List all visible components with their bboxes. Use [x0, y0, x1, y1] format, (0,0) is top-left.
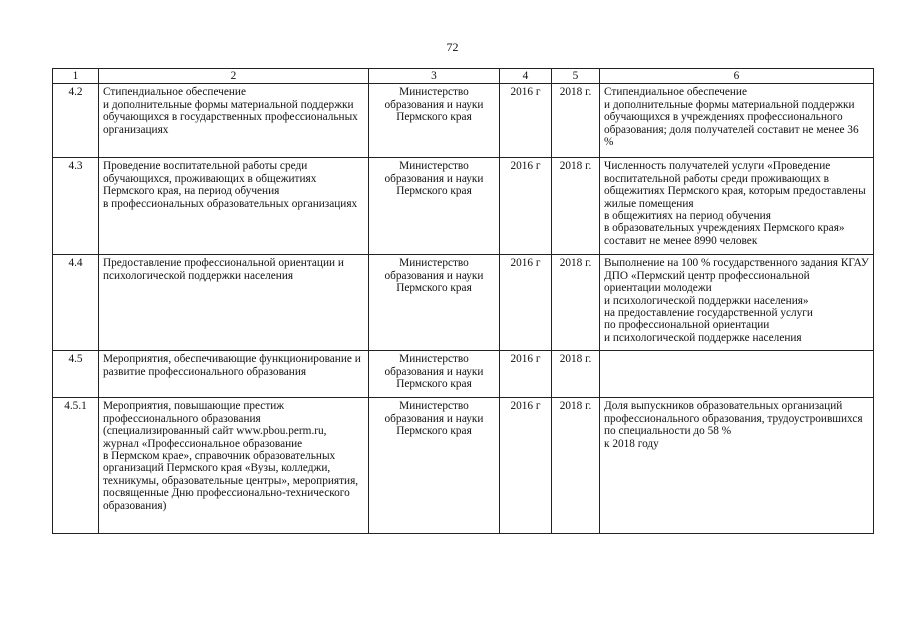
- header-col-3: 3: [369, 69, 500, 84]
- row-number: 4.5: [53, 351, 99, 398]
- table-row: [53, 84, 874, 158]
- row-number: 4.5.1: [53, 398, 99, 534]
- executor-cell: Министерство образования и науки Пермского края: [369, 158, 500, 255]
- result-cell: Доля выпускников образовательных организаций профессионального образования, трудоустроившихся по специальности до 58 % к 2018 году: [600, 398, 874, 534]
- table-row: [53, 158, 874, 255]
- result-cell: Стипендиальное обеспечение и дополнительные формы материальной поддержки обучающихся в учреждениях профессионального образования; доля получателей составит не менее 36 %: [600, 84, 874, 158]
- activity-cell: Предоставление профессиональной ориентации и психологической поддержки населения: [99, 255, 369, 351]
- activities-table: [52, 68, 874, 534]
- end-year-cell: 2018 г.: [552, 398, 600, 534]
- header-col-5: 5: [552, 69, 600, 84]
- header-col-2: 2: [99, 69, 369, 84]
- activity-cell: Проведение воспитательной работы среди обучающихся, проживающих в общежитиях Пермского края, на период обучения в профессиональных образовательных организациях: [99, 158, 369, 255]
- start-year-cell: 2016 г: [500, 398, 552, 534]
- activity-cell: Мероприятия, повышающие престиж профессионального образования (специализированный сайт www.pbou.perm.ru, журнал «Профессиональное образование в Пермском крае», справочник образовательных организаций Пермского края «Вузы, колледжи, техникумы, образовательные центры», мероприятия, посвященные Дню профессионально-технического образования): [99, 398, 369, 534]
- start-year-cell: 2016 г: [500, 351, 552, 398]
- executor-cell: Министерство образования и науки Пермского края: [369, 351, 500, 398]
- table-row: [53, 351, 874, 398]
- end-year-cell: 2018 г.: [552, 351, 600, 398]
- row-number: 4.4: [53, 255, 99, 351]
- executor-cell: Министерство образования и науки Пермского края: [369, 398, 500, 534]
- row-number: 4.3: [53, 158, 99, 255]
- start-year-cell: 2016 г: [500, 84, 552, 158]
- table-row: [53, 255, 874, 351]
- page-number: 72: [446, 40, 459, 54]
- header-col-1: 1: [53, 69, 99, 84]
- header-row: [53, 69, 874, 84]
- row-number: 4.2: [53, 84, 99, 158]
- start-year-cell: 2016 г: [500, 158, 552, 255]
- header-col-6: 6: [600, 69, 874, 84]
- result-cell: Численность получателей услуги «Проведение воспитательной работы среди проживающих в общежитиях Пермского края, которым предоставлены жилые помещения в общежитиях на период обучения в образовательных учреждениях Пермского края» составит не менее 8990 человек: [600, 158, 874, 255]
- table-row: [53, 398, 874, 534]
- result-cell: [600, 351, 874, 398]
- result-cell: Выполнение на 100 % государственного задания КГАУ ДПО «Пермский центр профессиональной ориентации молодежи и психологической поддержки населения» на предоставление государственной услуги по профессиональной ориентации и психологической поддержке населения: [600, 255, 874, 351]
- end-year-cell: 2018 г.: [552, 84, 600, 158]
- activity-cell: Мероприятия, обеспечивающие функционирование и развитие профессионального образования: [99, 351, 369, 398]
- end-year-cell: 2018 г.: [552, 255, 600, 351]
- header-col-4: 4: [500, 69, 552, 84]
- executor-cell: Министерство образования и науки Пермского края: [369, 255, 500, 351]
- start-year-cell: 2016 г: [500, 255, 552, 351]
- activity-cell: Стипендиальное обеспечение и дополнительные формы материальной поддержки обучающихся в государственных профессиональных организациях: [99, 84, 369, 158]
- executor-cell: Министерство образования и науки Пермского края: [369, 84, 500, 158]
- end-year-cell: 2018 г.: [552, 158, 600, 255]
